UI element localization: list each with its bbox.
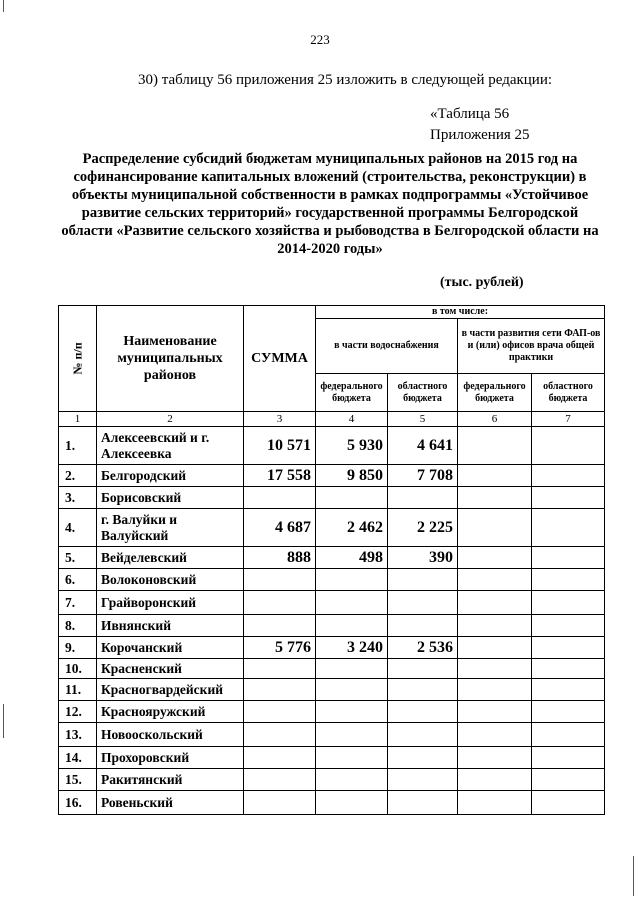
header-no: № п/п bbox=[59, 306, 97, 412]
water-regional-value bbox=[388, 769, 458, 791]
row-number: 6. bbox=[59, 569, 97, 591]
water-regional-value bbox=[388, 701, 458, 723]
row-number: 8. bbox=[59, 615, 97, 637]
row-number: 1. bbox=[59, 427, 97, 465]
fap-regional-value bbox=[532, 487, 605, 509]
table-row bbox=[59, 509, 605, 547]
row-number: 7. bbox=[59, 591, 97, 615]
water-federal-value bbox=[316, 659, 388, 679]
table-row bbox=[59, 427, 605, 465]
district-name: Борисовский bbox=[97, 487, 244, 509]
row-number: 9. bbox=[59, 637, 97, 659]
fap-regional-value bbox=[532, 747, 605, 769]
row-number: 4. bbox=[59, 509, 97, 547]
sum-value bbox=[244, 747, 316, 769]
water-regional-value bbox=[388, 723, 458, 747]
district-name: Ракитянский bbox=[97, 769, 244, 791]
district-name: Прохоровский bbox=[97, 747, 244, 769]
header-federal-budget: федерального бюджета bbox=[316, 374, 388, 412]
sum-value bbox=[244, 591, 316, 615]
water-federal-value bbox=[316, 769, 388, 791]
table-row bbox=[59, 659, 605, 679]
scan-edge-mark bbox=[3, 0, 4, 12]
fap-regional-value bbox=[532, 509, 605, 547]
document-title: Распределение субсидий бюджетам муниципальных районов на 2015 год на софинансирование капитальных вложений (строительства, реконструкции) в объекты муниципальной собственности в рамках подпрограммы «Устойчивое развитие сельских территорий» государственной программы Белгородской области «Развитие сельского хозяйства и рыбоводства в Белгородской области на 2014-2020 годы» bbox=[61, 151, 599, 257]
fap-federal-value bbox=[458, 723, 532, 747]
district-name: г. Валуйки и Валуйский bbox=[97, 509, 244, 547]
district-name: Краснояружский bbox=[97, 701, 244, 723]
scan-edge-mark bbox=[633, 856, 634, 896]
sum-value bbox=[244, 659, 316, 679]
column-number: 6 bbox=[458, 412, 532, 427]
table-row bbox=[59, 615, 605, 637]
district-name: Красногвардейский bbox=[97, 679, 244, 701]
sum-value bbox=[244, 769, 316, 791]
district-name: Ровеньский bbox=[97, 791, 244, 815]
water-regional-value bbox=[388, 659, 458, 679]
row-number: 16. bbox=[59, 791, 97, 815]
row-number: 5. bbox=[59, 547, 97, 569]
fap-federal-value bbox=[458, 791, 532, 815]
table-reference-line2: Приложения 25 bbox=[430, 127, 530, 143]
water-regional-value: 390 bbox=[388, 547, 458, 569]
fap-federal-value bbox=[458, 591, 532, 615]
water-regional-value: 2 225 bbox=[388, 509, 458, 547]
header-fap: в части развития сети ФАП-ов и (или) офисов врача общей практики bbox=[458, 319, 605, 374]
fap-regional-value bbox=[532, 591, 605, 615]
fap-federal-value bbox=[458, 547, 532, 569]
sum-value bbox=[244, 569, 316, 591]
header-including: в том числе: bbox=[316, 306, 605, 319]
fap-regional-value bbox=[532, 769, 605, 791]
row-number: 13. bbox=[59, 723, 97, 747]
sum-value: 10 571 bbox=[244, 427, 316, 465]
header-regional-budget-2: областного бюджета bbox=[532, 374, 605, 412]
district-name: Белгородский bbox=[97, 465, 244, 487]
sum-value: 17 558 bbox=[244, 465, 316, 487]
header-federal-budget-2: федерального бюджета bbox=[458, 374, 532, 412]
fap-federal-value bbox=[458, 427, 532, 465]
fap-federal-value bbox=[458, 637, 532, 659]
table-row bbox=[59, 591, 605, 615]
fap-regional-value bbox=[532, 569, 605, 591]
table-body bbox=[59, 427, 605, 815]
water-regional-value bbox=[388, 591, 458, 615]
fap-federal-value bbox=[458, 679, 532, 701]
scan-edge-mark bbox=[3, 704, 4, 738]
water-federal-value: 9 850 bbox=[316, 465, 388, 487]
column-numbers-row bbox=[59, 412, 605, 427]
water-regional-value: 7 708 bbox=[388, 465, 458, 487]
sum-value: 5 776 bbox=[244, 637, 316, 659]
sum-value bbox=[244, 791, 316, 815]
fap-federal-value bbox=[458, 701, 532, 723]
fap-federal-value bbox=[458, 509, 532, 547]
fap-regional-value bbox=[532, 723, 605, 747]
sum-value bbox=[244, 701, 316, 723]
district-name: Красненский bbox=[97, 659, 244, 679]
fap-regional-value bbox=[532, 465, 605, 487]
table-reference-line1: «Таблица 56 bbox=[430, 106, 510, 122]
district-name: Вейделевский bbox=[97, 547, 244, 569]
row-number: 11. bbox=[59, 679, 97, 701]
water-federal-value bbox=[316, 791, 388, 815]
fap-regional-value bbox=[532, 679, 605, 701]
water-regional-value bbox=[388, 487, 458, 509]
table-row bbox=[59, 547, 605, 569]
district-name: Корочанский bbox=[97, 637, 244, 659]
fap-regional-value bbox=[532, 547, 605, 569]
water-federal-value bbox=[316, 569, 388, 591]
water-regional-value: 4 641 bbox=[388, 427, 458, 465]
water-federal-value: 5 930 bbox=[316, 427, 388, 465]
fap-regional-value bbox=[532, 615, 605, 637]
district-name: Волоконовский bbox=[97, 569, 244, 591]
sum-value bbox=[244, 723, 316, 747]
table-row bbox=[59, 769, 605, 791]
water-regional-value bbox=[388, 615, 458, 637]
row-number: 2. bbox=[59, 465, 97, 487]
table-row bbox=[59, 569, 605, 591]
table-row bbox=[59, 723, 605, 747]
sum-value: 4 687 bbox=[244, 509, 316, 547]
sum-value bbox=[244, 487, 316, 509]
sum-value bbox=[244, 615, 316, 637]
district-name: Грайворонский bbox=[97, 591, 244, 615]
amendment-intro: 30) таблицу 56 приложения 25 изложить в следующей редакции: bbox=[138, 72, 553, 88]
fap-federal-value bbox=[458, 769, 532, 791]
column-number: 2 bbox=[97, 412, 244, 427]
water-federal-value bbox=[316, 591, 388, 615]
page-number: 223 bbox=[310, 32, 330, 47]
fap-federal-value bbox=[458, 659, 532, 679]
table-row bbox=[59, 791, 605, 815]
row-number: 12. bbox=[59, 701, 97, 723]
water-federal-value bbox=[316, 615, 388, 637]
row-number: 10. bbox=[59, 659, 97, 679]
header-sum: СУММА bbox=[244, 306, 316, 412]
district-name: Новооскольский bbox=[97, 723, 244, 747]
water-regional-value bbox=[388, 747, 458, 769]
header-water-supply: в части водоснабжения bbox=[316, 319, 458, 374]
fap-regional-value bbox=[532, 791, 605, 815]
water-regional-value: 2 536 bbox=[388, 637, 458, 659]
water-federal-value bbox=[316, 487, 388, 509]
water-regional-value bbox=[388, 569, 458, 591]
water-federal-value: 498 bbox=[316, 547, 388, 569]
column-number: 4 bbox=[316, 412, 388, 427]
water-federal-value: 2 462 bbox=[316, 509, 388, 547]
fap-federal-value bbox=[458, 569, 532, 591]
water-federal-value bbox=[316, 723, 388, 747]
column-number: 7 bbox=[532, 412, 605, 427]
subsidy-table bbox=[58, 305, 605, 815]
table-row bbox=[59, 487, 605, 509]
header-name: Наименование муниципальных районов bbox=[97, 306, 244, 412]
fap-regional-value bbox=[532, 701, 605, 723]
fap-federal-value bbox=[458, 747, 532, 769]
fap-regional-value bbox=[532, 637, 605, 659]
row-number: 14. bbox=[59, 747, 97, 769]
fap-federal-value bbox=[458, 615, 532, 637]
table-reference bbox=[430, 104, 530, 146]
fap-regional-value bbox=[532, 427, 605, 465]
water-regional-value bbox=[388, 679, 458, 701]
table-row bbox=[59, 637, 605, 659]
column-number: 3 bbox=[244, 412, 316, 427]
water-federal-value bbox=[316, 747, 388, 769]
row-number: 15. bbox=[59, 769, 97, 791]
fap-regional-value bbox=[532, 659, 605, 679]
table-row bbox=[59, 701, 605, 723]
row-number: 3. bbox=[59, 487, 97, 509]
fap-federal-value bbox=[458, 465, 532, 487]
header-regional-budget: областного бюджета bbox=[388, 374, 458, 412]
district-name: Ивнянский bbox=[97, 615, 244, 637]
table-row bbox=[59, 465, 605, 487]
water-federal-value: 3 240 bbox=[316, 637, 388, 659]
fap-federal-value bbox=[458, 487, 532, 509]
water-federal-value bbox=[316, 701, 388, 723]
column-number: 1 bbox=[59, 412, 97, 427]
water-regional-value bbox=[388, 791, 458, 815]
table-row bbox=[59, 747, 605, 769]
sum-value: 888 bbox=[244, 547, 316, 569]
table-row bbox=[59, 679, 605, 701]
column-number: 5 bbox=[388, 412, 458, 427]
sum-value bbox=[244, 679, 316, 701]
units-label: (тыс. рублей) bbox=[440, 275, 524, 290]
water-federal-value bbox=[316, 679, 388, 701]
district-name: Алексеевский и г. Алексеевка bbox=[97, 427, 244, 465]
